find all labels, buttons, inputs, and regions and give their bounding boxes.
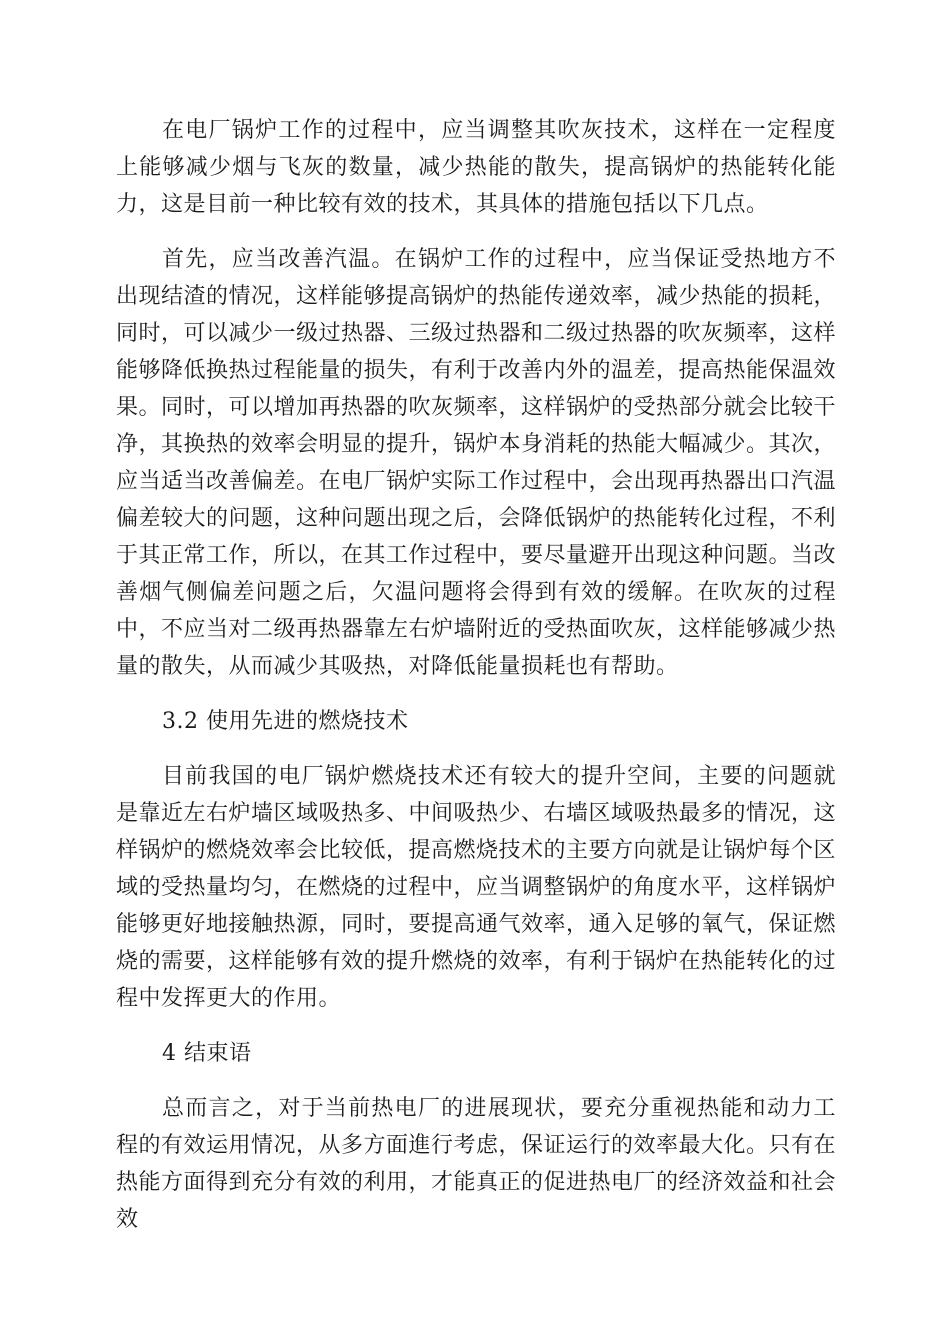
paragraph-conclusion: 总而言之，对于当前热电厂的进展现状，要充分重视热能和动力工程的有效运用情况，从多方面進行考虑，保证运行的效率最大化。只有在热能方面得到充分有效的利用，才能真正的促进热电厂的经济效益和社会效 xyxy=(116,1096,837,1232)
paragraph-steam-temperature: 首先，应当改善汽温。在锅炉工作的过程中，应当保证受热地方不出现结渣的情况，这样能够提高锅炉的热能传递效率，减少热能的损耗，同时，可以减少一级过热器、三级过热器和二级过热器的吹灰频率，这样能够降低换热过程能量的损失，有利于改善内外的温差，提高热能保温效果。同时，可以增加再热器的吹灰频率，这样锅炉的受热部分就会比较干净，其换热的效率会明显的提升，锅炉本身消耗的热能大幅减少。其次，应当适当改善偏差。在电厂锅炉实际工作过程中，会出现再热器出口汽温偏差较大的问题，这种问题出现之后，会降低锅炉的热能转化过程，不利于其正常工作，所以，在其工作过程中，要尽量避开出现这种问题。当改善烟气侧偏差问题之后，欠温问题将会得到有效的缓解。在吹灰的过程中，不应当对二级再热器靠左右炉墙附近的受热面吹灰，这样能够减少热量的散失，从而减少其吸热，对降低能量损耗也有帮助。 xyxy=(116,247,837,679)
section-heading-3-2: 3.2 使用先进的燃烧技术 xyxy=(162,709,409,734)
paragraph-soot-blowing-intro: 在电厂锅炉工作的过程中，应当调整其吹灰技术，这样在一定程度上能够减少烟与飞灰的数量，减少热能的散失，提高锅炉的热能转化能力，这是目前一种比较有效的技术，其具体的措施包括以下几点。 xyxy=(116,118,836,217)
section-heading-4: 4 结束语 xyxy=(162,1041,252,1066)
document-body xyxy=(116,112,836,1256)
paragraph-combustion-technology: 目前我国的电厂锅炉燃烧技术还有较大的提升空间，主要的问题就是靠近左右炉墙区域吸热多、中间吸热少、右墙区域吸热最多的情况，这样锅炉的燃烧效率会比较低，提高燃烧技术的主要方向就是让锅炉每个区域的受热量均匀，在燃烧的过程中，应当调整锅炉的角度水平，这样锅炉能够更好地接触热源，同时，要提高通气效率，通入足够的氧气，保证燃烧的需要，这样能够有效的提升燃烧的效率，有利于锅炉在热能转化的过程中发挥更大的作用。 xyxy=(116,764,837,1011)
